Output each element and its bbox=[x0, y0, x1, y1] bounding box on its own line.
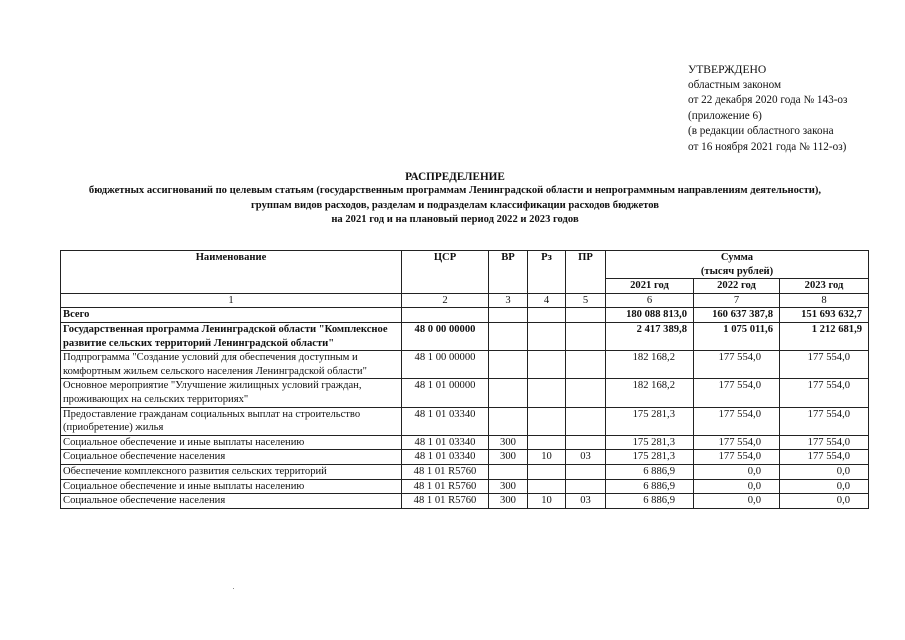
column-number: 4 bbox=[528, 293, 566, 308]
row-csr: 48 1 01 03340 bbox=[402, 407, 489, 435]
row-name: Социальное обеспечение и иные выплаты населению bbox=[61, 479, 402, 494]
row-pr: 03 bbox=[566, 494, 606, 509]
row-rz bbox=[528, 351, 566, 379]
header-sum bbox=[606, 251, 869, 279]
row-value-2021: 182 168,2 bbox=[606, 351, 694, 379]
row-name: Предоставление гражданам социальных выплат на строительство (приобретение) жилья bbox=[61, 407, 402, 435]
row-value-2021: 175 281,3 bbox=[606, 435, 694, 450]
header-name: Наименование bbox=[61, 251, 402, 294]
column-number: 2 bbox=[402, 293, 489, 308]
row-value-2023: 0,0 bbox=[780, 464, 869, 479]
approval-stamp bbox=[688, 62, 893, 156]
table-row bbox=[61, 322, 869, 350]
table-row bbox=[61, 464, 869, 479]
approval-heading: УТВЕРЖДЕНО bbox=[688, 63, 767, 76]
row-name: Социальное обеспечение населения bbox=[61, 450, 402, 465]
row-pr: 03 bbox=[566, 450, 606, 465]
row-pr bbox=[566, 351, 606, 379]
row-rz bbox=[528, 407, 566, 435]
row-vr bbox=[489, 379, 528, 407]
row-csr bbox=[402, 308, 489, 323]
column-number: 7 bbox=[694, 293, 780, 308]
approval-law-line: областным законом bbox=[688, 78, 782, 91]
row-value-2021: 6 886,9 bbox=[606, 494, 694, 509]
table-row bbox=[61, 479, 869, 494]
row-vr bbox=[489, 464, 528, 479]
table-row bbox=[61, 494, 869, 509]
row-pr bbox=[566, 308, 606, 323]
row-rz bbox=[528, 379, 566, 407]
header-2022: 2022 год bbox=[694, 279, 780, 294]
row-vr: 300 bbox=[489, 435, 528, 450]
row-csr: 48 1 01 03340 bbox=[402, 450, 489, 465]
row-vr: 300 bbox=[489, 494, 528, 509]
row-pr bbox=[566, 464, 606, 479]
approval-edition-line: (в редакции областного закона bbox=[688, 125, 834, 138]
row-name: Обеспечение комплексного развития сельских территорий bbox=[61, 464, 402, 479]
row-value-2021: 180 088 813,0 bbox=[606, 308, 694, 323]
row-value-2021: 2 417 389,8 bbox=[606, 322, 694, 350]
row-pr bbox=[566, 379, 606, 407]
title-line-2: бюджетных ассигнований по целевым статьям (государственным программам Ленинградской области и непрограммным направлениям деятельности), bbox=[88, 185, 822, 197]
table-row bbox=[61, 435, 869, 450]
row-vr: 300 bbox=[489, 450, 528, 465]
row-csr: 48 0 00 00000 bbox=[402, 322, 489, 350]
row-rz bbox=[528, 435, 566, 450]
row-csr: 48 1 01 R5760 bbox=[402, 479, 489, 494]
column-number: 6 bbox=[606, 293, 694, 308]
header-pr: ПР bbox=[566, 251, 606, 294]
row-rz bbox=[528, 322, 566, 350]
row-value-2022: 160 637 387,8 bbox=[694, 308, 780, 323]
row-value-2023: 0,0 bbox=[780, 494, 869, 509]
row-value-2022: 177 554,0 bbox=[694, 379, 780, 407]
row-vr bbox=[489, 351, 528, 379]
header-vr: ВР bbox=[489, 251, 528, 294]
row-pr bbox=[566, 479, 606, 494]
row-value-2023: 177 554,0 bbox=[780, 379, 869, 407]
row-csr: 48 1 01 R5760 bbox=[402, 464, 489, 479]
row-value-2021: 182 168,2 bbox=[606, 379, 694, 407]
row-value-2022: 0,0 bbox=[694, 464, 780, 479]
header-row bbox=[61, 251, 869, 279]
column-number: 1 bbox=[61, 293, 402, 308]
row-value-2023: 177 554,0 bbox=[780, 450, 869, 465]
row-value-2022: 177 554,0 bbox=[694, 450, 780, 465]
row-value-2022: 0,0 bbox=[694, 479, 780, 494]
row-rz: 10 bbox=[528, 450, 566, 465]
title-line-4: на 2021 год и на плановый период 2022 и 2023 годов bbox=[331, 214, 579, 226]
row-value-2023: 0,0 bbox=[780, 479, 869, 494]
row-csr: 48 1 01 R5760 bbox=[402, 494, 489, 509]
row-rz bbox=[528, 308, 566, 323]
row-vr: 300 bbox=[489, 479, 528, 494]
row-rz: 10 bbox=[528, 494, 566, 509]
row-name: Социальное обеспечение населения bbox=[61, 494, 402, 509]
header-sum-unit: (тысяч рублей) bbox=[700, 265, 774, 277]
column-number: 3 bbox=[489, 293, 528, 308]
row-value-2021: 175 281,3 bbox=[606, 450, 694, 465]
row-value-2022: 1 075 011,6 bbox=[694, 322, 780, 350]
column-number-row bbox=[61, 293, 869, 308]
row-pr bbox=[566, 407, 606, 435]
column-number: 8 bbox=[780, 293, 869, 308]
row-pr bbox=[566, 435, 606, 450]
column-number: 5 bbox=[566, 293, 606, 308]
header-csr: ЦСР bbox=[402, 251, 489, 294]
row-name: Подпрограмма "Создание условий для обеспечения доступным и комфортным жильем сельского населения Ленинградской области" bbox=[61, 351, 402, 379]
approval-edition-date-line: от 16 ноября 2021 года № 112-оз) bbox=[688, 140, 847, 153]
row-rz bbox=[528, 479, 566, 494]
row-value-2022: 0,0 bbox=[694, 494, 780, 509]
row-pr bbox=[566, 322, 606, 350]
row-vr bbox=[489, 407, 528, 435]
row-csr: 48 1 01 00000 bbox=[402, 379, 489, 407]
table-row bbox=[61, 308, 869, 323]
row-rz bbox=[528, 464, 566, 479]
approval-appendix-line: (приложение 6) bbox=[688, 109, 762, 122]
header-2021: 2021 год bbox=[606, 279, 694, 294]
row-name: Всего bbox=[61, 308, 402, 323]
row-csr: 48 1 01 03340 bbox=[402, 435, 489, 450]
row-name: Социальное обеспечение и иные выплаты населению bbox=[61, 435, 402, 450]
document-title bbox=[40, 170, 870, 228]
header-2023: 2023 год bbox=[780, 279, 869, 294]
scan-speck bbox=[233, 588, 234, 589]
row-value-2022: 177 554,0 bbox=[694, 407, 780, 435]
row-value-2022: 177 554,0 bbox=[694, 435, 780, 450]
table-row bbox=[61, 379, 869, 407]
table-row bbox=[61, 351, 869, 379]
row-value-2021: 175 281,3 bbox=[606, 407, 694, 435]
row-value-2023: 177 554,0 bbox=[780, 435, 869, 450]
row-csr: 48 1 00 00000 bbox=[402, 351, 489, 379]
title-heading: РАСПРЕДЕЛЕНИЕ bbox=[405, 171, 505, 183]
row-vr bbox=[489, 322, 528, 350]
table-row bbox=[61, 450, 869, 465]
row-value-2023: 151 693 632,7 bbox=[780, 308, 869, 323]
row-value-2021: 6 886,9 bbox=[606, 464, 694, 479]
row-name: Основное мероприятие "Улучшение жилищных условий граждан, проживающих на сельских территориях" bbox=[61, 379, 402, 407]
title-line-3: группам видов расходов, разделам и подразделам классификации расходов бюджетов bbox=[251, 199, 659, 211]
header-sum-label: Сумма bbox=[720, 252, 754, 263]
budget-table bbox=[60, 250, 869, 509]
row-value-2023: 177 554,0 bbox=[780, 351, 869, 379]
table-row bbox=[61, 407, 869, 435]
row-value-2023: 177 554,0 bbox=[780, 407, 869, 435]
row-value-2021: 6 886,9 bbox=[606, 479, 694, 494]
approval-date-line: от 22 декабря 2020 года № 143-оз bbox=[688, 94, 848, 107]
row-vr bbox=[489, 308, 528, 323]
row-name: Государственная программа Ленинградской области "Комплексное развитие сельских территорий Ленинградской области" bbox=[61, 322, 402, 350]
row-value-2022: 177 554,0 bbox=[694, 351, 780, 379]
row-value-2023: 1 212 681,9 bbox=[780, 322, 869, 350]
header-rz: Рз bbox=[528, 251, 566, 294]
